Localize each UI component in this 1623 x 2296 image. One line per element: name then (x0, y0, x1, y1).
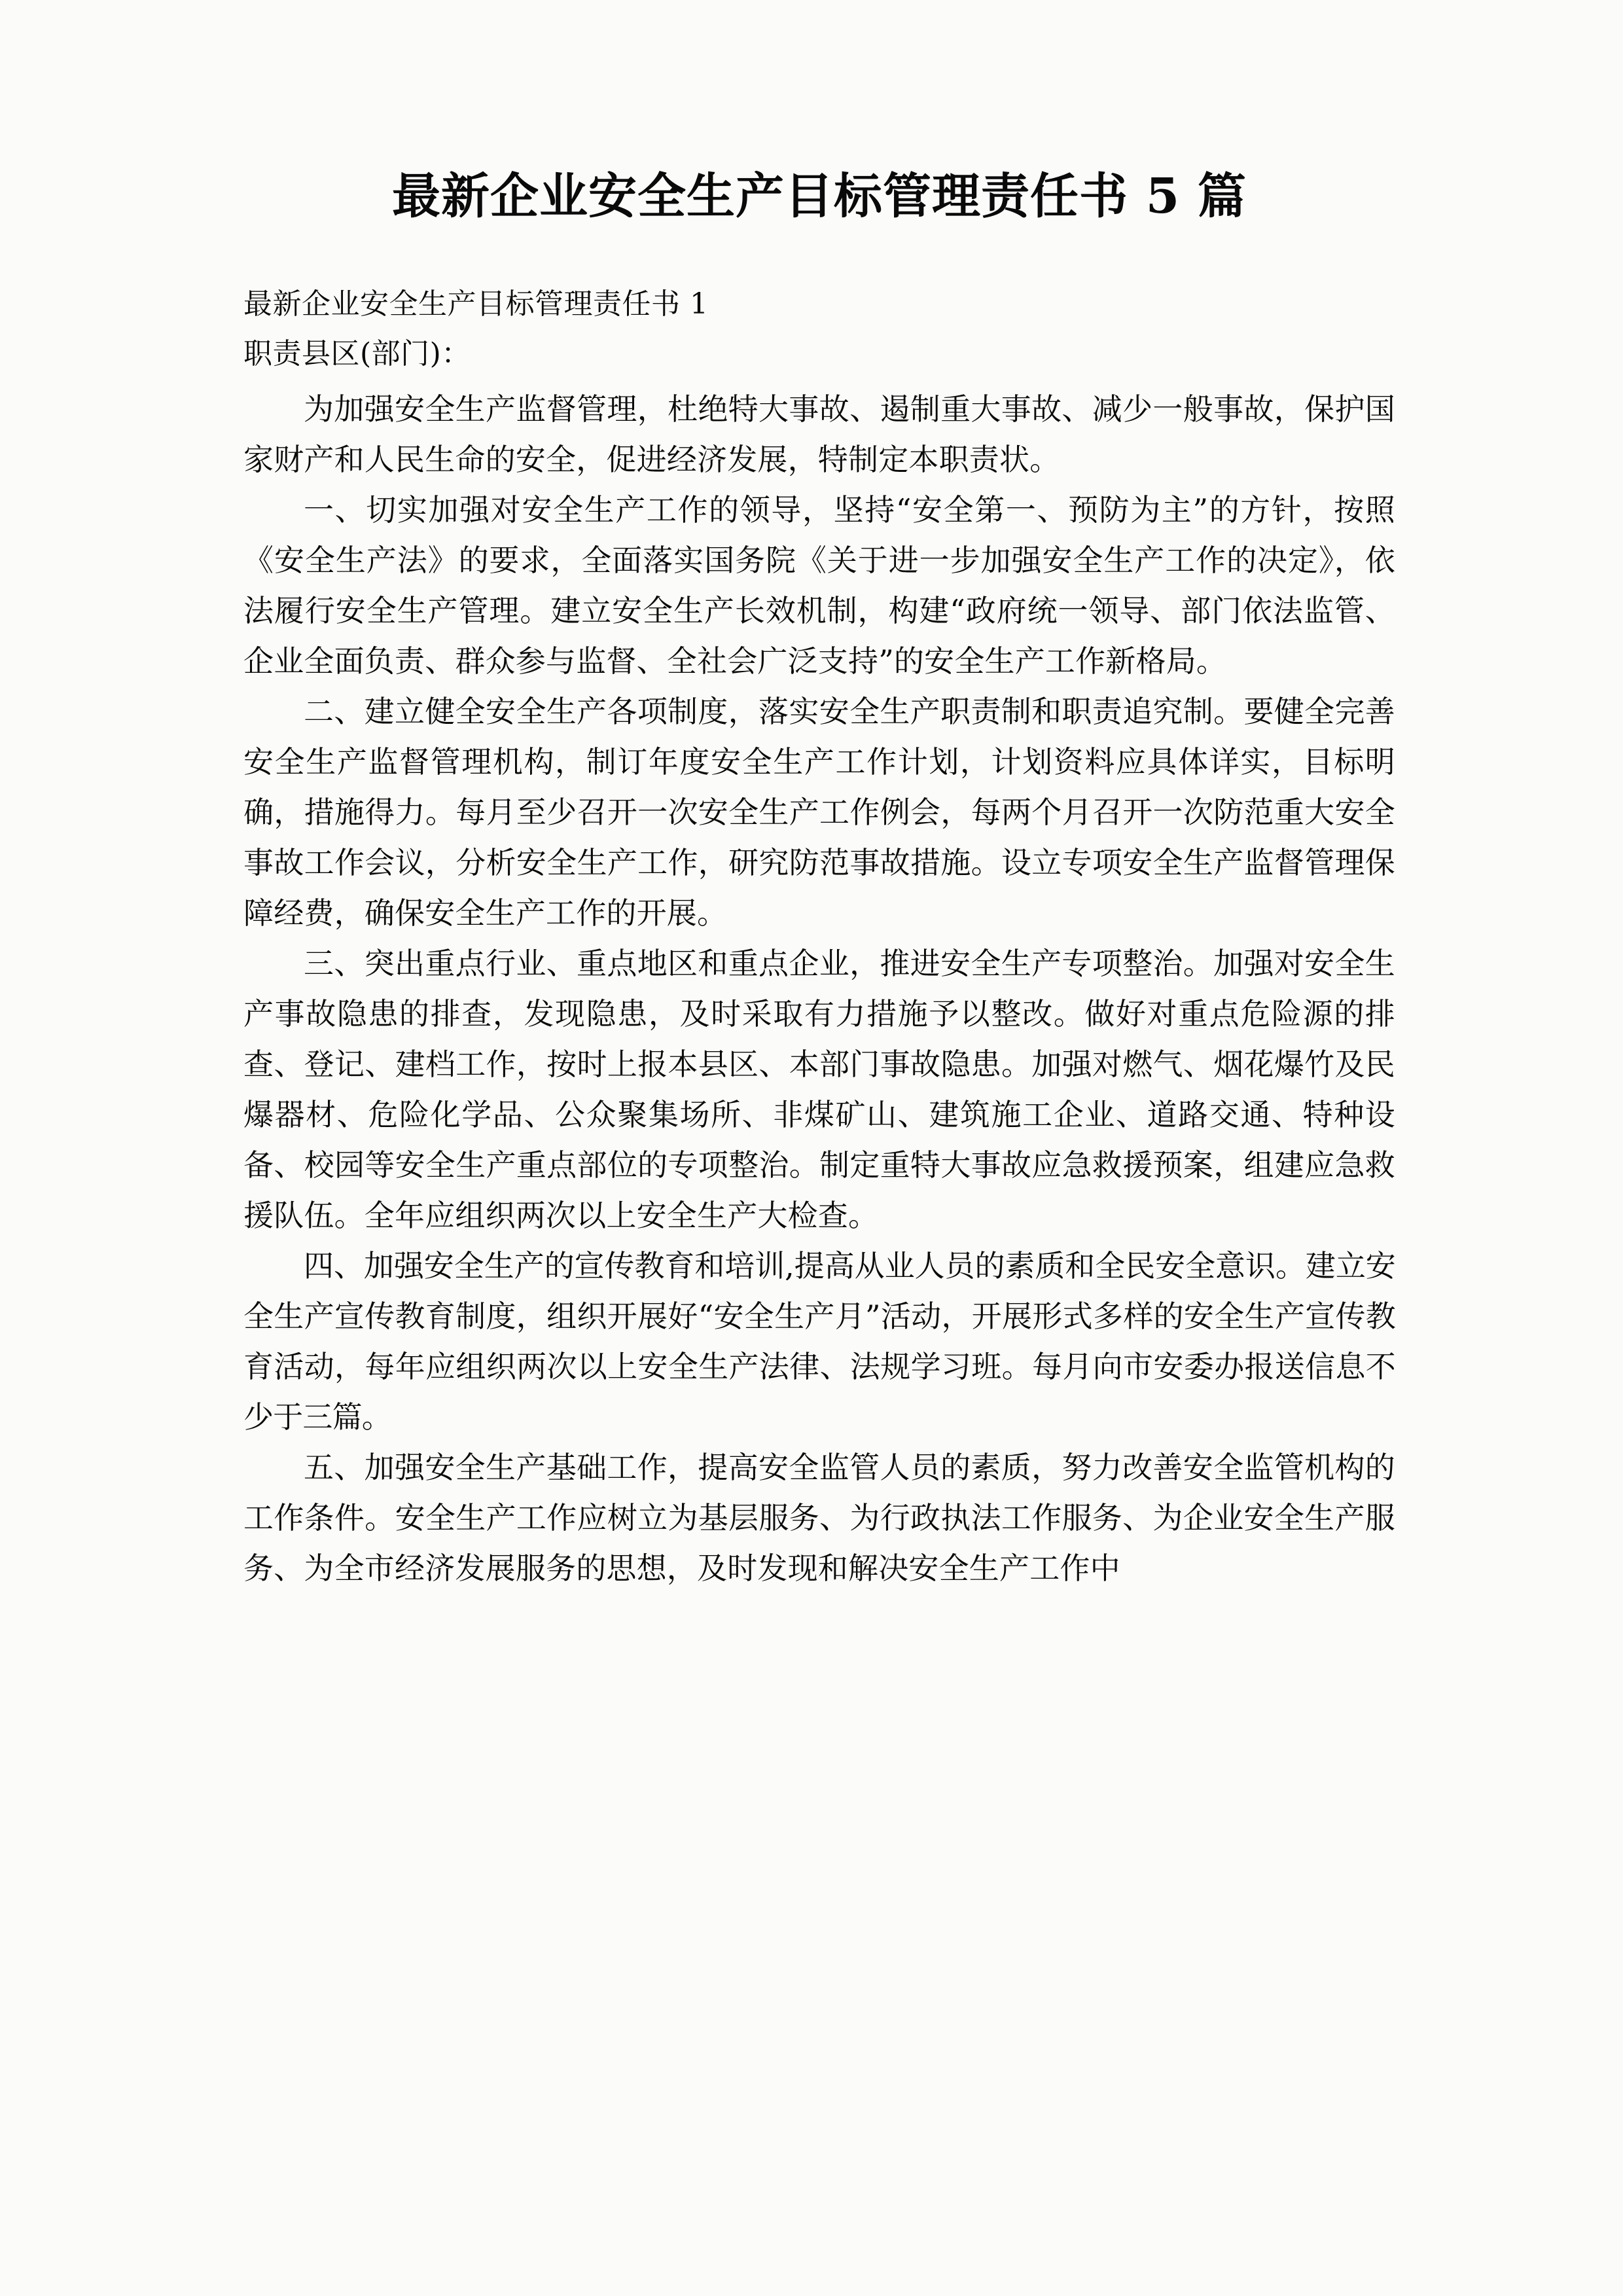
document-subtitle: 最新企业安全生产目标管理责任书 1 (243, 287, 709, 321)
paragraph-item-5: 五、加强安全生产基础工作，提高安全监管人员的素质，努力改善安全监管机构的工作条件。安全生产工作应树立为基层服务、为行政执法工作服务、为企业安全生产服务、为全市经济发展服务的思想，及时发现和解决安全生产工作中 (243, 1450, 1395, 1587)
paragraph-item-4: 四、加强安全生产的宣传教育和培训,提高从业人员的素质和全民安全意识。建立安全生产宣传教育制度，组织开展好“安全生产月”活动，开展形式多样的安全生产宣传教育活动，每年应组织两次以上安全生产法律、法规学习班。每月向市安委办报送信息不少于三篇。 (243, 1248, 1395, 1435)
addressee-line: 职责县区(部门)： (243, 337, 471, 371)
paragraph-item-2: 二、建立健全安全生产各项制度，落实安全生产职责制和职责追究制。要健全完善安全生产监督管理机构，制订年度安全生产工作计划，计划资料应具体详实，目标明确，措施得力。每月至少召开一次安全生产工作例会，每两个月召开一次防范重大安全事故工作会议，分析安全生产工作，研究防范事故措施。设立专项安全生产监督管理保障经费，确保安全生产工作的开展。 (243, 694, 1395, 931)
paragraph-item-1: 一、切实加强对安全生产工作的领导，坚持“安全第一、预防为主”的方针，按照《安全生产法》的要求，全面落实国务院《关于进一步加强安全生产工作的决定》，依法履行安全生产管理。建立安全生产长效机制，构建“政府统一领导、部门依法监管、企业全面负责、群众参与监督、全社会广泛支持”的安全生产工作新格局。 (243, 492, 1395, 679)
document-content (243, 167, 1395, 1594)
paragraph-item-3: 三、突出重点行业、重点地区和重点企业，推进安全生产专项整治。加强对安全生产事故隐患的排查，发现隐患，及时采取有力措施予以整改。做好对重点危险源的排查、登记、建档工作，按时上报本县区、本部门事故隐患。加强对燃气、烟花爆竹及民爆器材、危险化学品、公众聚集场所、非煤矿山、建筑施工企业、道路交通、特种设备、校园等安全生产重点部位的专项整治。制定重特大事故应急救援预案，组建应急救援队伍。全年应组织两次以上安全生产大检查。 (243, 946, 1395, 1234)
paragraph-preamble: 为加强安全生产监督管理，杜绝特大事故、遏制重大事故、减少一般事故，保护国家财产和人民生命的安全，促进经济发展，特制定本职责状。 (243, 391, 1395, 478)
page-title: 最新企业安全生产目标管理责任书 5 篇 (391, 168, 1247, 224)
